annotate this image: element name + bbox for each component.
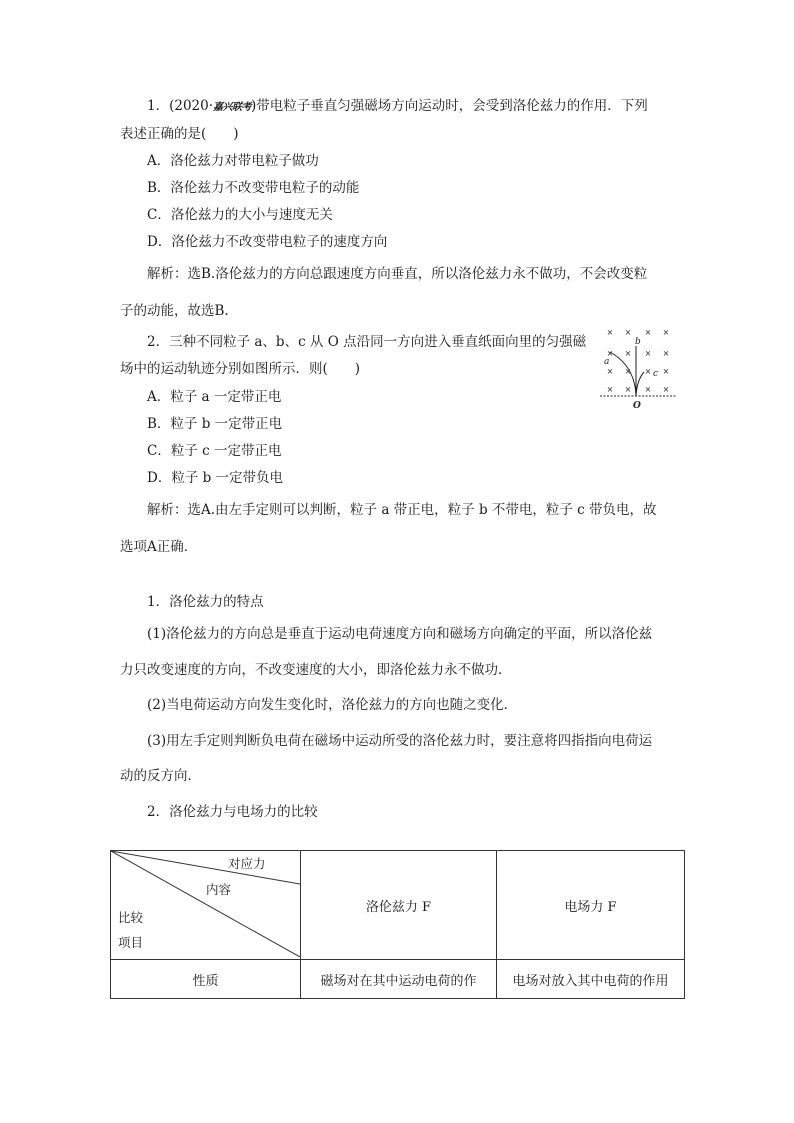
field-cross: × [644, 328, 652, 337]
magnetic-field-diagram [598, 324, 678, 412]
notes-p1-line2: 力只改变速度的方向，不改变速度的大小，即洛伦兹力永不做功． [120, 662, 512, 678]
notes-p2: (2)当电荷运动方向发生变化时，洛伦兹力的方向也随之变化． [147, 697, 518, 713]
q2-stem-line1: 2．三种不同粒子 a、b、c 从 O 点沿同一方向进入垂直纸面向里的匀强磁 [147, 334, 587, 350]
table-row [111, 960, 685, 999]
q1-option-d: D．洛伦兹力不改变带电粒子的速度方向 [147, 234, 388, 250]
q1-stem-line1 [147, 98, 648, 116]
q1-stem-line2: 表述正确的是( ) [120, 126, 239, 142]
comparison-table [110, 850, 685, 999]
q1-option-a: A．洛伦兹力对带电粒子做功 [147, 153, 319, 169]
corner-label-item: 项目 [118, 935, 144, 950]
field-cross: × [624, 328, 632, 337]
field-cross: × [606, 328, 614, 337]
q1-stem-text: )带电粒子垂直匀强磁场方向运动时，会受到洛伦兹力的作用．下列 [251, 98, 648, 114]
q2-option-d: D．粒子 b 一定带负电 [147, 470, 284, 486]
q1-option-c: C．洛伦兹力的大小与速度无关 [147, 207, 333, 223]
q1-source: 嘉兴联考 [213, 102, 252, 113]
trajectory-c [636, 372, 644, 396]
q1-option-b: B．洛伦兹力不改变带电粒子的动能 [147, 180, 360, 196]
field-cross: × [624, 367, 632, 376]
field-cross: × [644, 385, 652, 394]
field-cross: × [606, 385, 614, 394]
notes-heading-1: 1．洛伦兹力的特点 [147, 594, 264, 610]
q1-analysis-line2: 子的动能，故选B. [120, 303, 229, 319]
field-cross: × [606, 349, 614, 358]
field-cross: × [662, 367, 670, 376]
corner-label-force: 对应力 [228, 856, 266, 871]
field-cross: × [624, 385, 632, 394]
q1-number: 1．(2020· [147, 98, 214, 114]
field-cross: × [606, 367, 614, 376]
table-header-row [111, 851, 685, 960]
q2-analysis-line2: 选项A正确． [120, 539, 198, 555]
q1-analysis-line1: 解析：选B.洛伦兹力的方向总跟速度方向垂直，所以洛伦兹力永不做功，不会改变粒 [147, 266, 648, 282]
cell-lorentz-nature: 磁场对在其中运动电荷的作 [301, 960, 497, 999]
q2-stem-line2: 场中的运动轨迹分别如图所示．则( ) [120, 361, 361, 377]
field-cross: × [644, 349, 652, 358]
notes-p3-line2: 动的反方向． [120, 768, 201, 784]
label-a: a [604, 357, 610, 367]
table-corner-cell [111, 851, 301, 960]
col-header-electric: 电场力 F [497, 851, 685, 960]
q2-option-b: B．粒子 b 一定带正电 [147, 416, 283, 432]
col-header-lorentz: 洛伦兹力 F [301, 851, 497, 960]
field-cross: × [662, 328, 670, 337]
q2-option-c: C．粒子 c 一定带正电 [147, 443, 282, 459]
corner-label-content: 内容 [206, 882, 232, 897]
q2-analysis-line1: 解析：选A.由左手定则可以判断，粒子 a 带正电，粒子 b 不带电，粒子 c 带负电，故 [147, 502, 657, 518]
field-cross: × [624, 349, 632, 358]
field-cross: × [662, 349, 670, 358]
label-o: O [633, 401, 641, 411]
row-label-nature: 性质 [111, 960, 301, 999]
notes-p3-line1: (3)用左手定则判断负电荷在磁场中运动所受的洛伦兹力时，要注意将四指指向电荷运 [147, 733, 653, 749]
field-cross: × [644, 367, 652, 376]
notes-heading-2: 2．洛伦兹力与电场力的比较 [147, 804, 318, 820]
trajectory-a [610, 352, 636, 396]
label-c: c [653, 369, 659, 379]
label-b: b [635, 337, 641, 347]
field-cross: × [662, 385, 670, 394]
cell-electric-nature: 电场对放入其中电荷的作用 [497, 960, 685, 999]
notes-p1-line1: (1)洛伦兹力的方向总是垂直于运动电荷速度方向和磁场方向确定的平面，所以洛伦兹 [147, 626, 653, 642]
q2-option-a: A．粒子 a 一定带正电 [147, 389, 282, 405]
corner-label-compare: 比较 [118, 910, 144, 925]
